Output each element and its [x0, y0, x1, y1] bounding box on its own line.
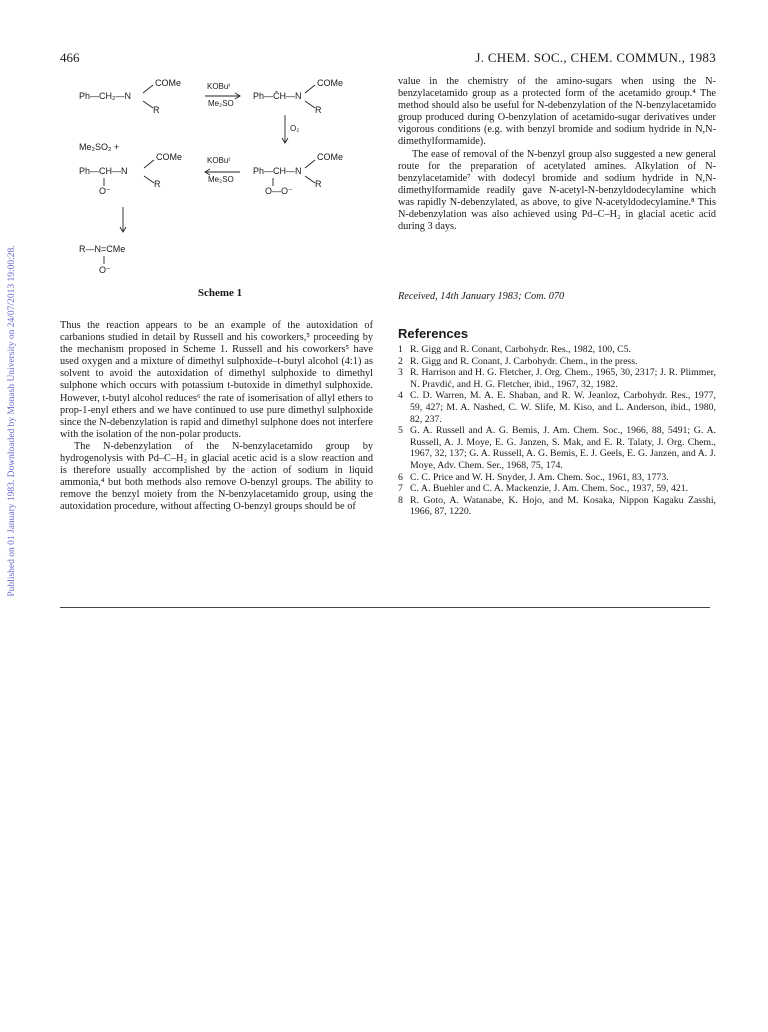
page-number: 466: [60, 50, 80, 65]
scheme-label-10: Me₂SO₂ +: [79, 142, 120, 152]
left-column: [60, 320, 373, 514]
reference-item: 5 G. A. Russell and A. G. Bemis, J. Am. Chem. Soc., 1966, 88, 5491; G. A. Russell, A. J. Moye, E. G. Janzen, S. Mak, and E. R. Talaty, J. Org. Chem., 1967, 32, 137; G. A. Russell, A. G. Bemis, E. J. Geels, E. G. Janzen, and A. J. Moye, Adv. Chem. Ser., 1968, 75, 174.: [398, 425, 716, 471]
reference-item: 1 R. Gigg and R. Conant, Carbohydr. Res., 1982, 100, C5.: [398, 344, 631, 355]
scheme-label-9: O₂: [290, 124, 300, 133]
reference-item: 3 R. Harrison and H. G. Fletcher, J. Org. Chem., 1965, 30, 2317; J. R. Plimmer, N. Pravdić, and H. G. Fletcher, ibid., 1967, 32, 1982.: [398, 367, 716, 390]
scheme-label-7: Ph—C̄H—N: [253, 91, 302, 101]
paragraph: The N-debenzylation of the N-benzylacetamido group by hydrogenolysis with Pd–C–H₂ in glacial acetic acid is a slow reaction and is therefore usually accomplished by the action of sodium in liquid ammonia,⁴ but both methods also remove O-benzyl groups. The ability to remove the benzyl moiety from the N-benzylacetamido group, using the autoxidation procedure, without affecting O-benzyl groups should be of: [60, 440, 373, 513]
scheme-label-19: R: [315, 179, 322, 189]
scheme-label-15: KOBuᵗ: [207, 156, 231, 165]
scheme-label-1: COMe: [155, 78, 182, 88]
footer-rule: [60, 607, 710, 608]
scheme-figure: [60, 72, 380, 307]
journal-header: J. CHEM. SOC., CHEM. COMMUN., 1983: [475, 50, 716, 65]
scheme-label-20: O—O⁻: [265, 186, 293, 196]
scheme-label-3: R: [153, 105, 160, 115]
paragraph: value in the chemistry of the amino-sugars when using the N-benzylacetamido group as a protected form of the acetamido group.⁴ The method should also be useful for N-debenzylation of the N-benzylacetamido group produced during O-benzylation of acetamido-sugar derivatives under vigorous conditions (e.g. with benzyl bromide and sodium hydride in N,N-dimethylformamide).: [398, 76, 716, 148]
reference-item: 2 R. Gigg and R. Conant, J. Carbohydr. Chem., in the press.: [398, 355, 638, 367]
reference-item: 4 C. D. Warren, M. A. E. Shaban, and R. W. Jeanloz, Carbohydr. Res., 1977, 59, 427; M. A. Nashed, C. W. Slife, M. Kiso, and L. Anderson, ibid., 1980, 82, 237.: [398, 390, 716, 425]
scheme-label-16: Me₂SO: [208, 175, 234, 184]
scheme-label-18: Ph—CH—N: [253, 166, 302, 176]
scheme-label-8: R: [315, 105, 322, 115]
scheme-label-17: COMe: [317, 152, 344, 162]
scheme-label-21: R—N=CMe: [79, 244, 126, 254]
received-line: Received, 14th January 1983; Com. 070: [398, 291, 565, 302]
references-heading: References: [398, 326, 469, 341]
reference-item: 7 C. A. Buehler and C. A. Mackenzie, J. Am. Chem. Soc., 1937, 59, 421.: [398, 483, 689, 495]
reference-item: 6 C. C. Price and W. H. Snyder, J. Am. Chem. Soc., 1961, 83, 1773.: [398, 471, 669, 483]
scheme-label-2: Ph—CH₂—N: [79, 91, 132, 101]
scheme-label-11: COMe: [156, 152, 183, 162]
sidebar-note-text: Published on 01 January 1983. Downloaded by Monash University on 24/07/2013 19:00:28.: [7, 245, 17, 597]
scheme-label-13: R: [154, 179, 161, 189]
references-list: [398, 344, 716, 518]
scheme-label-4: KOBuᵗ: [207, 82, 231, 91]
scheme-label-14: O⁻: [99, 186, 111, 196]
paragraph: The ease of removal of the N-benzyl group also suggested a new general route for the preparation of acetylated amines. Alkylation of N-benzylacetamide⁷ with dodecyl bromide and sodium hydride in N,N-dimethylformamide readily gave N-acetyl-N-benzyldodecylamine which was rapidly N-debenzylated, as above, to give N-acetyldodecylamine.⁸ This N-debenzylation was also achieved using Pd–C–H₂ in glacial acetic acid during 3 days.: [398, 148, 716, 233]
scheme-label-12: Ph—CH—N: [79, 166, 128, 176]
right-column: [398, 76, 716, 233]
paragraph: Thus the reaction appears to be an example of the autoxidation of carbanions studied in detail by Russell and his coworkers,⁵ proceeding by the mechanism proposed in Scheme 1. Russell and his coworkers⁵ have used oxygen and a mixture of dimethyl sulphoxide–t-butyl alcohol (4:1) as solvent to avoid the autoxidation of dimethyl sulphoxide to dimethyl sulphone which occurs with potassium t-butoxide in dimethyl sulphoxide. However, t-butyl alcohol reduces⁶ the rate of isomerisation of allyl ethers to prop-1-enyl ethers and we have continued to use pure dimethyl sulphoxide since the N-debenzylation is rapid and dimethyl sulphone does not interfere with the isolation of the non-polar products.: [60, 320, 373, 440]
sidebar-download-note: [2, 226, 20, 626]
scheme-label-22: O⁻: [99, 265, 111, 275]
reference-item: 8 R. Goto, A. Watanabe, K. Hojo, and M. Kosaka, Nippon Kagaku Zasshi, 1966, 87, 1220.: [398, 494, 716, 518]
scheme-label-6: COMe: [317, 78, 344, 88]
scheme-caption: Scheme 1: [197, 287, 243, 299]
scheme-label-5: Me₂SO: [208, 99, 234, 108]
